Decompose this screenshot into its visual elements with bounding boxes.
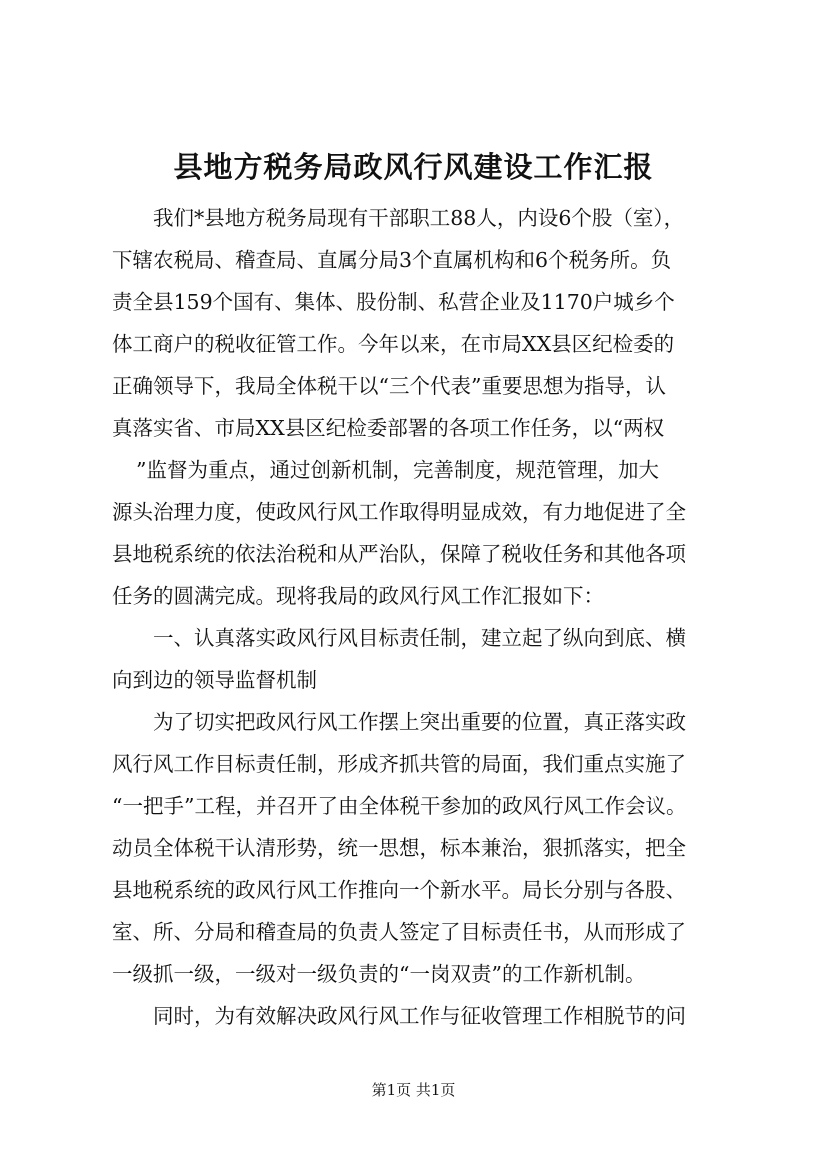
paragraph-line: 风行风工作目标责任制，形成齐抓共管的局面，我们重点实施了 [112, 752, 686, 776]
paragraph-line: 县地税系统的依法治税和从严治队，保障了税收任务和其他各项 [112, 542, 686, 566]
paragraph-line: 同时，为有效解决政风行风工作与征收管理工作相脱节的问 [153, 1004, 686, 1028]
paragraph-line: 动员全体税干认清形势，统一思想，标本兼治，狠抓落实，把全 [112, 836, 686, 860]
paragraph-line: 体工商户的税收征管工作。今年以来，在市局XX县区纪检委的 [112, 332, 675, 356]
paragraph-line: 下辖农税局、稽查局、直属分局3个直属机构和6个税务所。负 [112, 248, 672, 272]
paragraph-line: 县地税系统的政风行风工作推向一个新水平。局长分别与各股、 [112, 878, 686, 902]
paragraph-line: 任务的圆满完成。现将我局的政风行风工作汇报如下： [112, 584, 604, 608]
document-body [112, 197, 738, 1037]
paragraph-line: 真落实省、市局XX县区纪检委部署的各项工作任务，以“两权 [112, 416, 665, 440]
paragraph-line: “一把手”工程，并召开了由全体税干参加的政风行风工作会议。 [112, 794, 687, 818]
paragraph-line: 室、所、分局和稽查局的负责人签定了目标责任书，从而形成了 [112, 920, 686, 944]
paragraph-line: 正确领导下，我局全体税干以“三个代表”重要思想为指导，认 [112, 374, 666, 398]
paragraph-line: ”监督为重点，通过创新机制，完善制度，规范管理，加大 [136, 458, 659, 482]
paragraph-line: 为了切实把政风行风工作摆上突出重要的位置，真正落实政 [153, 710, 686, 734]
section-heading-line: 向到边的领导监督机制 [112, 668, 317, 692]
paragraph-line: 一级抓一级，一级对一级负责的“一岗双责”的工作新机制。 [112, 962, 646, 986]
section-heading-line: 一、认真落实政风行风目标责任制，建立起了纵向到底、横 [153, 626, 686, 650]
page-footer: 第1页 共1页 [371, 1081, 456, 1099]
paragraph-line: 我们*县地方税务局现有干部职工88人，内设6个股（室）， [153, 206, 685, 230]
paragraph-line: 责全县159个国有、集体、股份制、私营企业及1170户城乡个 [112, 290, 675, 314]
paragraph-line: 源头治理力度，使政风行风工作取得明显成效，有力地促进了全 [112, 500, 686, 524]
document-title: 县地方税务局政风行风建设工作汇报 [173, 150, 654, 184]
